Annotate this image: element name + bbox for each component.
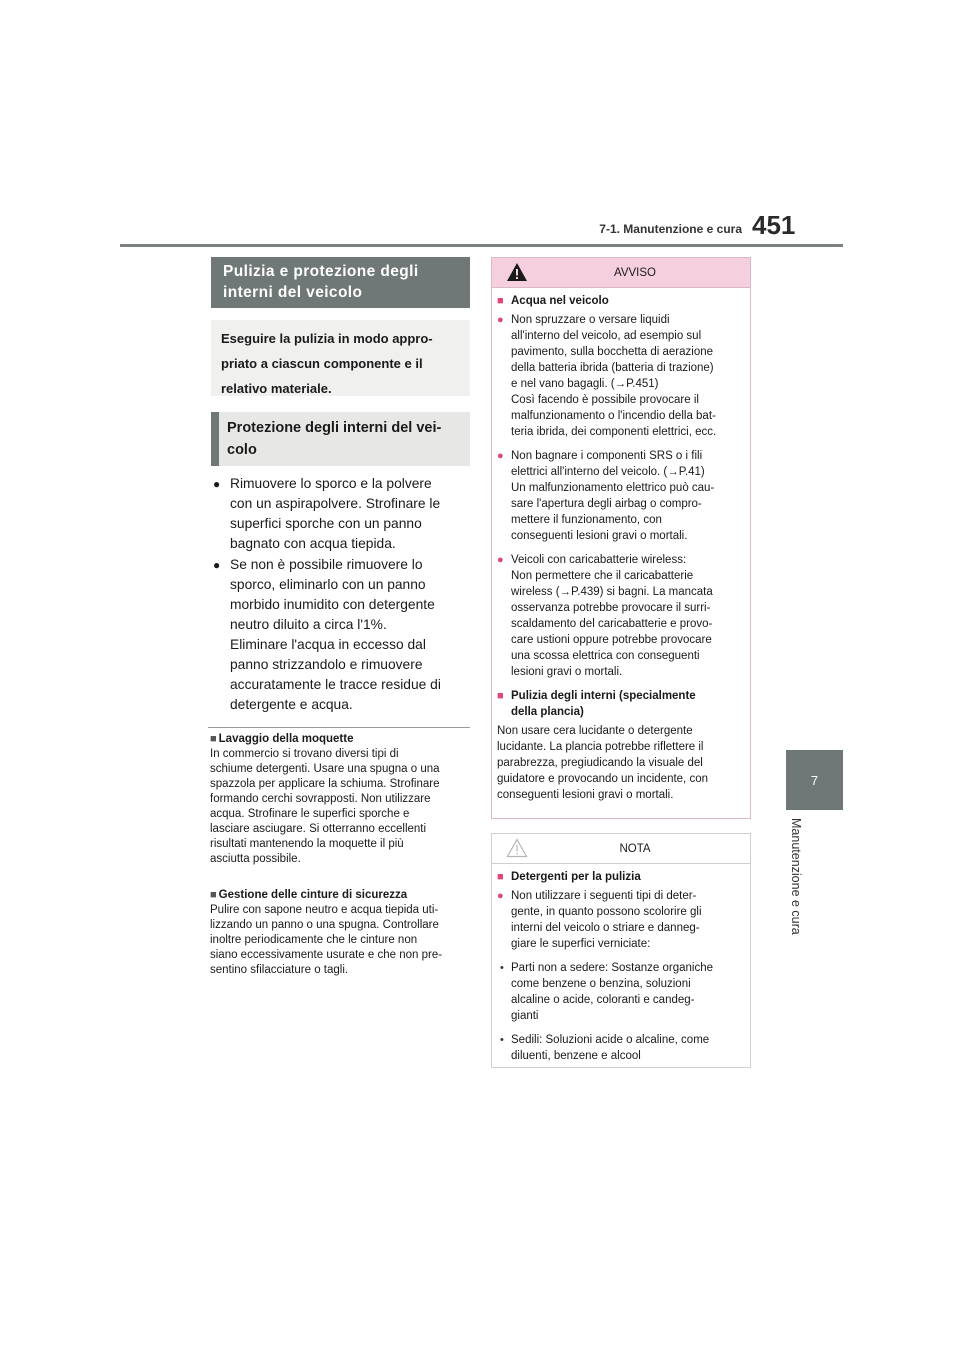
paragraph-line: lucidante. La plancia potrebbe riflettere il [497,741,704,753]
square-bullet-icon: ■ [497,295,504,307]
warning-item [497,312,744,440]
note-line: lizzando un panno o una spugna. Controllare [210,919,439,931]
item-line: Veicoli con caricabatterie wireless: [511,554,687,566]
item-line: interni del veicolo o striare e danneg- [511,922,700,934]
item-line: lesioni gravi o mortali. [511,666,623,678]
warning-item [497,552,744,680]
item-line: scaldamento del caricabatterie e provo- [511,618,713,630]
intro-line: relativo materiale. [221,381,332,396]
item-line: Così facendo è possibile provocare il [511,394,699,406]
item-line: una scossa elettrica con conseguenti [511,650,700,662]
notice-box [491,833,751,1068]
item-line: Parti non a sedere: Sostanze organiche [511,962,714,974]
note-line: lasciare asciugare. Si otterranno eccellenti [210,823,427,835]
item-line: gianti [511,1010,539,1022]
bullet-line: accuratamente le tracce residue di [230,677,441,692]
paragraph-line: guidatore e provocando un incidente, con [497,773,708,785]
circle-bullet-icon: ● [497,554,504,566]
square-bullet-icon: ■ [210,889,217,901]
warning-header [492,258,750,288]
note-line: Pulire con sapone neutro e acqua tiepida uti- [210,904,439,916]
note-title: Lavaggio della moquette [218,733,354,745]
item-line: Sedili: Soluzioni acide o alcaline, come [511,1034,710,1046]
item-line: wireless (→P.439) si bagni. La mancata [511,586,713,598]
item-line: conseguenti lesioni gravi o mortali. [511,530,688,542]
bullet-line: detergente e acqua. [230,697,353,712]
bullet-dot-icon: ● [213,477,221,491]
warning-triangle-icon [506,262,528,282]
item-line: Non bagnare i componenti SRS o i fili [511,450,703,462]
notes-divider [208,727,470,728]
item-line: elettrici all'interno del veicolo. (→P.41) [511,466,705,478]
bullet-item [213,474,469,554]
circle-bullet-icon: ● [497,890,504,902]
dot-bullet-icon: • [500,962,504,974]
item-line: osservanza potrebbe provocare il surri- [511,602,711,614]
note-line: formando cerchi sovrapposti. Non utilizzare [210,793,431,805]
note-line: spazzola per applicare la schiuma. Strofinare [210,778,440,790]
item-line: giare le superfici verniciate: [511,938,651,950]
note-line: In commercio si trovano diversi tipi di [210,748,399,760]
bullet-line: Se non è possibile rimuovere lo [230,557,423,572]
caution-triangle-icon [506,838,528,858]
item-line: Non utilizzare i seguenti tipi di deter- [511,890,697,902]
bullet-line: superfici sporche con un panno [230,516,422,531]
subheading-line: colo [227,442,257,458]
note-line: acqua. Strofinare le superfici sporche e [210,808,410,820]
bullet-line: neutro diluito a circa l'1%. [230,617,387,632]
warning-box [491,257,751,819]
bullet-line: bagnato con acqua tiepida. [230,536,396,551]
item-line: della batteria ibrida (batteria di trazione) [511,362,714,374]
item-line: alcaline o acide, coloranti e candeg- [511,994,695,1006]
item-line: diluenti, benzene e alcool [511,1050,641,1062]
notice-subitem [497,960,744,1024]
item-line: Non spruzzare o versare liquidi [511,314,670,326]
intro-line: priato a ciascun componente e il [221,356,423,371]
paragraph-line: Non usare cera lucidante o detergente [497,725,693,737]
heading-text: Pulizia degli interni (specialmente [511,690,696,702]
notice-header [492,834,750,864]
warning-item [497,448,744,544]
item-line: care ustioni oppure potrebbe provocare [511,634,712,646]
intro-box [211,320,470,396]
notice-subitem [497,1032,744,1064]
item-line: gente, in quanto possono scolorire gli [511,906,702,918]
note-title: Gestione delle cinture di sicurezza [218,889,408,901]
item-line: teria ibrida, dei componenti elettrici, ecc. [511,426,717,438]
page-number: 451 [752,210,796,240]
bullet-line: Eliminare l'acqua in eccesso dal [230,637,426,652]
notice-label: NOTA [619,842,651,855]
item-line: mettere il funzionamento, con [511,514,662,526]
paragraph-line: parabrezza, pregiudicando la visuale del [497,757,703,769]
item-line: pavimento, sulla bocchetta di aerazione [511,346,714,358]
heading-text: Acqua nel veicolo [511,295,609,307]
chapter-number-tab: 7 [786,750,843,810]
bullet-line: sporco, eliminarlo con un panno [230,577,426,592]
dot-bullet-icon: • [500,1034,504,1046]
item-line: all'interno del veicolo, ad esempio sul [511,330,702,342]
item-line: e nel vano bagagli. (→P.451) [511,378,659,390]
bullet-item [213,555,469,715]
bullet-line: panno strizzandolo e rimuovere [230,657,423,672]
header-rule [120,244,843,247]
bullet-line: Rimuovere lo sporco e la polvere [230,476,432,491]
heading-text: Detergenti per la pulizia [511,871,641,883]
warning-paragraph [497,723,744,803]
notice-item [497,888,744,952]
intro-line: Eseguire la pulizia in modo appro- [221,331,433,346]
warning-label: AVVISO [614,266,656,279]
bullet-line: morbido inumidito con detergente [230,597,435,612]
subheading-line: Protezione degli interni del vei- [227,420,442,436]
item-line: Un malfunzionamento elettrico può cau- [511,482,715,494]
note-line: risultati mantenendo la moquette il più [210,838,404,850]
item-line: sare l'apertura degli airbag o compro- [511,498,702,510]
paragraph-line: conseguenti lesioni gravi o mortali. [497,789,674,801]
note-line: asciutta possibile. [210,853,301,865]
warning-heading [497,293,744,309]
square-bullet-icon: ■ [497,690,504,702]
item-line: malfunzionamento o l'incendio della bat- [511,410,716,422]
square-bullet-icon: ■ [210,733,217,745]
warning-heading [497,688,744,720]
note-line: schiume detergenti. Usare una spugna o una [210,763,440,775]
heading-text: della plancia) [511,706,584,718]
item-line: Non permettere che il caricabatterie [511,570,694,582]
bullet-dot-icon: ● [213,558,221,572]
notice-heading [497,869,744,885]
circle-bullet-icon: ● [497,450,504,462]
circle-bullet-icon: ● [497,314,504,326]
section-title-box [211,257,470,308]
subheading-box [211,412,470,466]
section-title: Pulizia e protezione degli interni del veicolo [223,263,419,301]
note-seatbelts [210,888,470,978]
square-bullet-icon: ■ [497,871,504,883]
note-line: inoltre periodicamente che le cinture non [210,934,418,946]
item-line: come benzene o benzina, soluzioni [511,978,691,990]
bullet-line: con un aspirapolvere. Strofinare le [230,496,441,511]
note-line: sentino sfilacciature o tagli. [210,964,349,976]
note-carpet [210,732,470,867]
note-line: siano eccessivamente usurate e che non pre- [210,949,443,961]
chapter-title-vertical: Manutenzione e cura [789,818,803,935]
